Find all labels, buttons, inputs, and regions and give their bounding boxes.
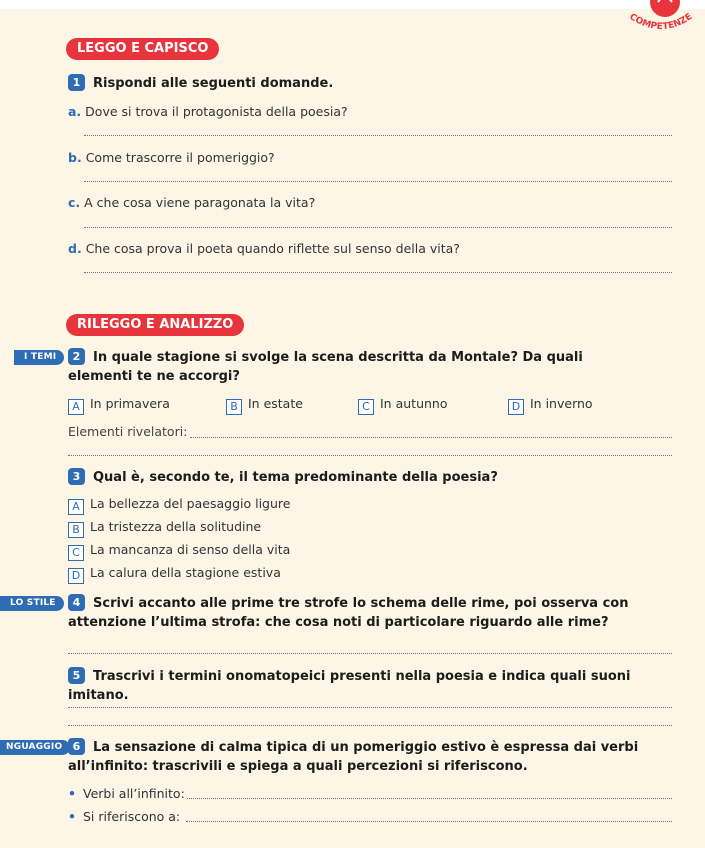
question-number: 3	[68, 468, 85, 485]
answer-line[interactable]	[186, 821, 672, 822]
question-number: 1	[68, 74, 85, 91]
bullet-icon: •	[68, 809, 76, 824]
question-number: 6	[68, 738, 85, 755]
item-letter: d.	[68, 241, 82, 256]
answer-line[interactable]	[68, 455, 672, 456]
question-4	[68, 594, 668, 632]
question-text: In quale stagione si svolge la scena descritta da Montale? Da quali elementi te ne accorgi?	[68, 350, 583, 384]
option-text: In primavera	[90, 396, 170, 411]
competenze-badge	[625, 0, 699, 46]
top-white-band	[0, 0, 705, 9]
section-title-leggo: LEGGO E CAPISCO	[66, 38, 219, 60]
question-1	[68, 74, 668, 93]
option-text: La mancanza di senso della vita	[90, 542, 291, 557]
bullet-label: Verbi all’infinito:	[83, 786, 185, 801]
answer-line[interactable]	[68, 653, 672, 654]
elements-label: Elementi rivelatori:	[68, 424, 188, 439]
question-6	[68, 738, 668, 776]
option-text: La calura della stagione estiva	[90, 565, 281, 580]
competenze-badge-icon	[625, 0, 699, 46]
option-text: In inverno	[530, 396, 593, 411]
item-letter: a.	[68, 104, 82, 119]
option-letter-box[interactable]: B	[68, 522, 84, 538]
question-3	[68, 468, 668, 487]
option-2d[interactable]	[508, 396, 593, 415]
item-text: Come trascorre il pomeriggio?	[85, 150, 275, 165]
item-text: Dove si trova il protagonista della poesia?	[85, 104, 348, 119]
option-3b[interactable]	[68, 519, 261, 538]
bullet-riferiscono	[68, 809, 180, 824]
option-3a[interactable]	[68, 496, 290, 515]
option-text: La bellezza del paesaggio ligure	[90, 496, 291, 511]
answer-line[interactable]	[84, 227, 672, 228]
question-2	[68, 348, 628, 386]
answer-line[interactable]	[187, 798, 672, 799]
item-letter: c.	[68, 195, 81, 210]
option-2c[interactable]	[358, 396, 447, 415]
question-5	[68, 667, 668, 705]
question-number: 5	[68, 667, 85, 684]
side-tag-temi: I TEMI	[14, 350, 64, 365]
answer-line[interactable]	[190, 437, 672, 438]
option-letter-box[interactable]: A	[68, 499, 84, 515]
question-number: 2	[68, 348, 85, 365]
question-text: Qual è, secondo te, il tema predominante della poesia?	[93, 470, 498, 485]
question-text: La sensazione di calma tipica di un pomeriggio estivo è espressa dai verbi all’infinito: trascrivili e spiega a quali percezioni si riferiscono.	[68, 740, 639, 774]
answer-line[interactable]	[84, 272, 672, 273]
bullet-label: Si riferiscono a:	[83, 809, 181, 824]
answer-line[interactable]	[68, 707, 672, 708]
option-letter-box[interactable]: D	[68, 568, 84, 584]
question-1a	[68, 104, 348, 119]
item-text: A che cosa viene paragonata la vita?	[84, 195, 316, 210]
item-letter: b.	[68, 150, 82, 165]
bullet-verbi	[68, 786, 185, 801]
option-letter-box[interactable]: D	[508, 399, 524, 415]
option-text: In estate	[248, 396, 303, 411]
side-tag-stile: LO STILE	[0, 596, 64, 611]
question-text: Scrivi accanto alle prime tre strofe lo schema delle rime, poi osserva con attenzione l’ultima strofa: che cosa noti di particolare riguardo alle rime?	[68, 596, 629, 630]
answer-line[interactable]	[84, 135, 672, 136]
option-letter-box[interactable]: C	[358, 399, 374, 415]
answer-line[interactable]	[68, 725, 672, 726]
question-text: Trascrivi i termini onomatopeici presenti nella poesia e indica quali suoni imitano.	[68, 669, 631, 703]
question-1d	[68, 241, 460, 256]
option-letter-box[interactable]: C	[68, 545, 84, 561]
option-text: La tristezza della solitudine	[90, 519, 262, 534]
question-1c	[68, 195, 315, 210]
side-tag-linguaggio: NGUAGGIO	[0, 740, 70, 755]
option-3d[interactable]	[68, 565, 281, 584]
option-3c[interactable]	[68, 542, 290, 561]
question-1b	[68, 150, 275, 165]
item-text: Che cosa prova il poeta quando riflette sul senso della vita?	[85, 241, 460, 256]
question-number: 4	[68, 594, 85, 611]
section-title-rileggo: RILEGGO E ANALIZZO	[66, 314, 244, 336]
option-letter-box[interactable]: B	[226, 399, 242, 415]
option-2a[interactable]	[68, 396, 170, 415]
question-text: Rispondi alle seguenti domande.	[93, 76, 334, 91]
option-text: In autunno	[380, 396, 448, 411]
bullet-icon: •	[68, 786, 76, 801]
option-letter-box[interactable]: A	[68, 399, 84, 415]
competenze-label: COMPETENZE	[627, 11, 695, 33]
option-2b[interactable]	[226, 396, 303, 415]
answer-line[interactable]	[84, 181, 672, 182]
